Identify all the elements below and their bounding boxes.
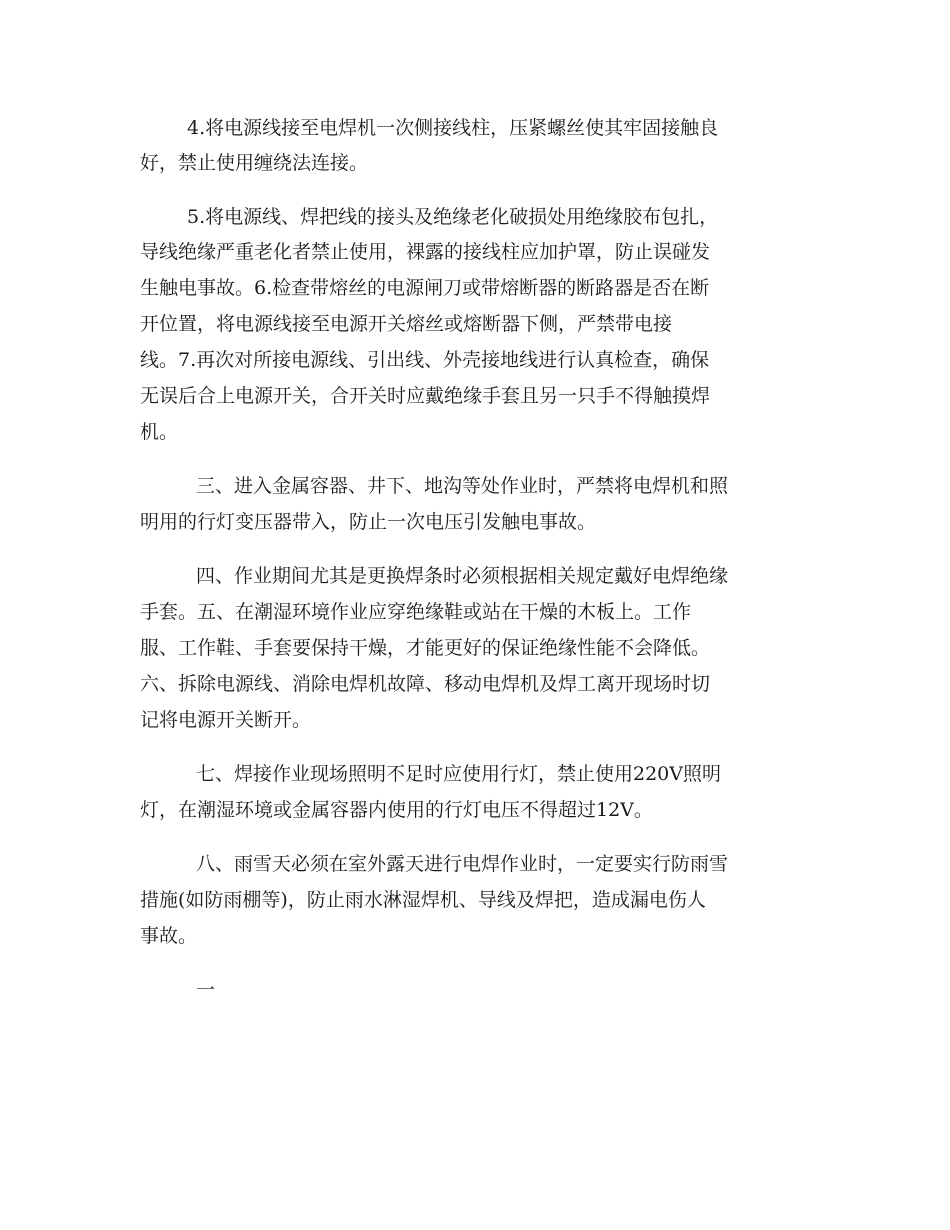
text-line: 一 — [196, 979, 216, 1001]
text-line: 四、作业期间尤其是更换焊条时必须根据相关规定戴好电焊绝缘 — [196, 565, 729, 587]
text-line: 机。 — [140, 421, 179, 443]
text-line: 4.将电源线接至电焊机一次侧接线柱，压紧螺丝使其牢固接触良 — [187, 117, 719, 139]
text-line: 开位置，将电源线接至电源开关熔丝或熔断器下侧，严禁带电接 — [140, 313, 673, 335]
text-line: 好，禁止使用缠绕法连接。 — [140, 152, 369, 174]
text-line: 事故。 — [140, 925, 198, 947]
text-line: 生触电事故。6.检查带熔丝的电源闸刀或带熔断器的断路器是否在断 — [140, 277, 710, 299]
text-line: 导线绝缘严重老化者禁止使用，裸露的接线柱应加护罩，防止误碰发 — [140, 241, 711, 263]
text-line: 六、拆除电源线、消除电焊机故障、移动电焊机及焊工离开现场时切 — [140, 673, 711, 695]
text-line: 服、工作鞋、手套要保持干燥，才能更好的保证绝缘性能不会降低。 — [140, 637, 711, 659]
text-line: 八、雨雪天必须在室外露天进行电焊作业时，一定要实行防雨雪 — [196, 853, 729, 875]
text-line: 5.将电源线、焊把线的接头及绝缘老化破损处用绝缘胶布包扎， — [187, 206, 719, 228]
text-line: 手套。五、在潮湿环境作业应穿绝缘鞋或站在干燥的木板上。工作 — [140, 601, 692, 623]
text-line: 灯，在潮湿环境或金属容器内使用的行灯电压不得超过12V。 — [140, 799, 653, 821]
text-line: 三、进入金属容器、井下、地沟等处作业时，严禁将电焊机和照 — [196, 475, 729, 497]
text-line: 记将电源开关断开。 — [140, 709, 312, 731]
text-line: 七、焊接作业现场照明不足时应使用行灯，禁止使用220V照明 — [196, 763, 721, 785]
text-line: 无误后合上电源开关，合开关时应戴绝缘手套且另一只手不得触摸焊 — [140, 385, 711, 407]
text-line: 明用的行灯变压器带入，防止一次电压引发触电事故。 — [140, 511, 597, 533]
text-line: 线。7.再次对所接电源线、引出线、外壳接地线进行认真检查，确保 — [140, 349, 710, 371]
text-line: 措施(如防雨棚等)，防止雨水淋湿焊机、导线及焊把，造成漏电伤人 — [140, 889, 706, 911]
